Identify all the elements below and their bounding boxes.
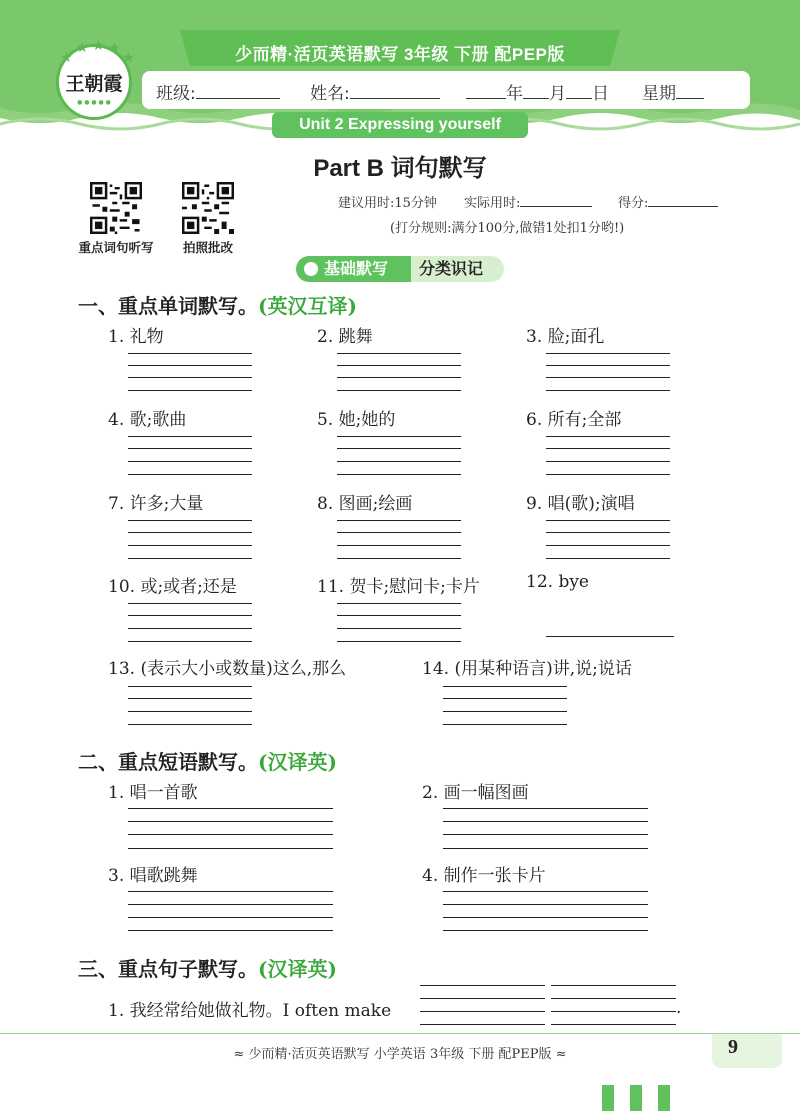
month-label: 月 [549, 84, 566, 104]
actual-time-blank[interactable] [520, 194, 592, 207]
section2-note: (汉译英) [258, 750, 337, 774]
footer-divider [0, 1033, 800, 1034]
word-item: 1. 礼物 [108, 327, 164, 347]
sentence-end-period: . [676, 998, 682, 1018]
star-icon: ★ [108, 40, 121, 56]
word-item: 13. (表示大小或数量)这么,那么 [108, 659, 347, 679]
word-item: 4. 歌;歌曲 [108, 410, 187, 430]
actual-time-field[interactable] [464, 192, 592, 211]
class-label: 班级: [156, 84, 196, 104]
name-label: 姓名: [310, 84, 350, 104]
day-label: 日 [592, 84, 609, 104]
section2-title [78, 746, 337, 775]
medal-icon [302, 260, 320, 278]
scoring-rule: (打分规则:满分100分,做错1处扣1分哟!) [390, 221, 625, 236]
page-number: 9 [728, 1036, 738, 1058]
score-blank[interactable] [648, 194, 718, 207]
page-number-tab [712, 1034, 782, 1068]
star-icon: ★ [60, 50, 73, 66]
word-item: 14. (用某种语言)讲,说;说话 [422, 659, 632, 679]
actual-time-label: 实际用时: [464, 196, 521, 211]
footer-series: ≈ 少而精·活页英语默写 小学英语 3年级 下册 配PEP版 ≈ [233, 1047, 567, 1062]
class-field[interactable] [156, 79, 280, 104]
star-icon: ★ [76, 40, 89, 56]
series-title: 少而精·活页英语默写 3年级 下册 配PEP版 [235, 45, 565, 64]
badge-category-memorize: 分类识记 [411, 256, 504, 282]
star-icon: ★ [122, 50, 135, 66]
word-item: 10. 或;或者;还是 [108, 577, 237, 597]
section2-title-text: 二、重点短语默写。 [78, 750, 258, 774]
word-item: 12. bye [526, 572, 589, 592]
qr-label-photo-grading: 拍照批改 [182, 240, 233, 255]
section1-note: (英汉互译) [258, 294, 357, 318]
weekday-label: 星期 [642, 84, 676, 104]
decor-bar [658, 1085, 670, 1111]
part-title: Part B 词句默写 [313, 155, 487, 182]
section1-title-text: 一、重点单词默写。 [78, 294, 258, 318]
date-field[interactable] [466, 79, 609, 104]
score-field[interactable] [618, 192, 718, 211]
logo-text: 王朝霞 [65, 73, 123, 95]
word-item: 9. 唱(歌);演唱 [526, 494, 635, 514]
phrase-item: 3. 唱歌跳舞 [108, 866, 198, 886]
suggested-time: 建议用时:15分钟 [338, 196, 437, 211]
phrase-item: 2. 画一幅图画 [422, 783, 529, 803]
word-item: 3. 脸;面孔 [526, 327, 605, 347]
word-item: 6. 所有;全部 [526, 410, 622, 430]
class-blank[interactable] [196, 84, 280, 99]
section3-title-text: 三、重点句子默写。 [78, 957, 258, 981]
decor-bar [630, 1085, 642, 1111]
name-field[interactable] [310, 79, 440, 104]
score-label: 得分: [618, 196, 649, 211]
month-blank[interactable] [523, 84, 549, 99]
year-label: 年 [506, 84, 523, 104]
section3-note: (汉译英) [258, 957, 337, 981]
badge-left-label: 基础默写 [324, 259, 389, 278]
student-info-bar [142, 71, 750, 109]
day-blank[interactable] [566, 84, 592, 99]
phrase-item: 1. 唱一首歌 [108, 783, 198, 803]
word-item: 5. 她;她的 [317, 410, 396, 430]
sentence-item: 1. 我经常给她做礼物。I often make [108, 1001, 392, 1021]
weekday-field[interactable] [642, 79, 704, 104]
section3-title [78, 953, 337, 982]
qr-code-icon[interactable] [182, 182, 234, 234]
word-item: 7. 许多;大量 [108, 494, 204, 514]
word-item: 11. 贺卡;慰问卡;卡片 [317, 577, 480, 597]
qr-code-icon[interactable] [90, 182, 142, 234]
unit-title: Unit 2 Expressing yourself [272, 112, 528, 138]
star-icon: ★ [92, 38, 105, 54]
badge-basic-dictation [296, 256, 411, 282]
name-blank[interactable] [350, 84, 440, 99]
qr-label-dictation: 重点词句听写 [78, 240, 154, 255]
phrase-item: 4. 制作一张卡片 [422, 866, 546, 886]
word-item: 2. 跳舞 [317, 327, 373, 347]
word-item: 8. 图画;绘画 [317, 494, 413, 514]
weekday-blank[interactable] [676, 84, 704, 99]
section1-title [78, 290, 357, 319]
decor-bar [602, 1085, 614, 1111]
year-blank[interactable] [466, 84, 506, 99]
logo-ring-decoration: ● ● ● ● ● [77, 99, 111, 106]
